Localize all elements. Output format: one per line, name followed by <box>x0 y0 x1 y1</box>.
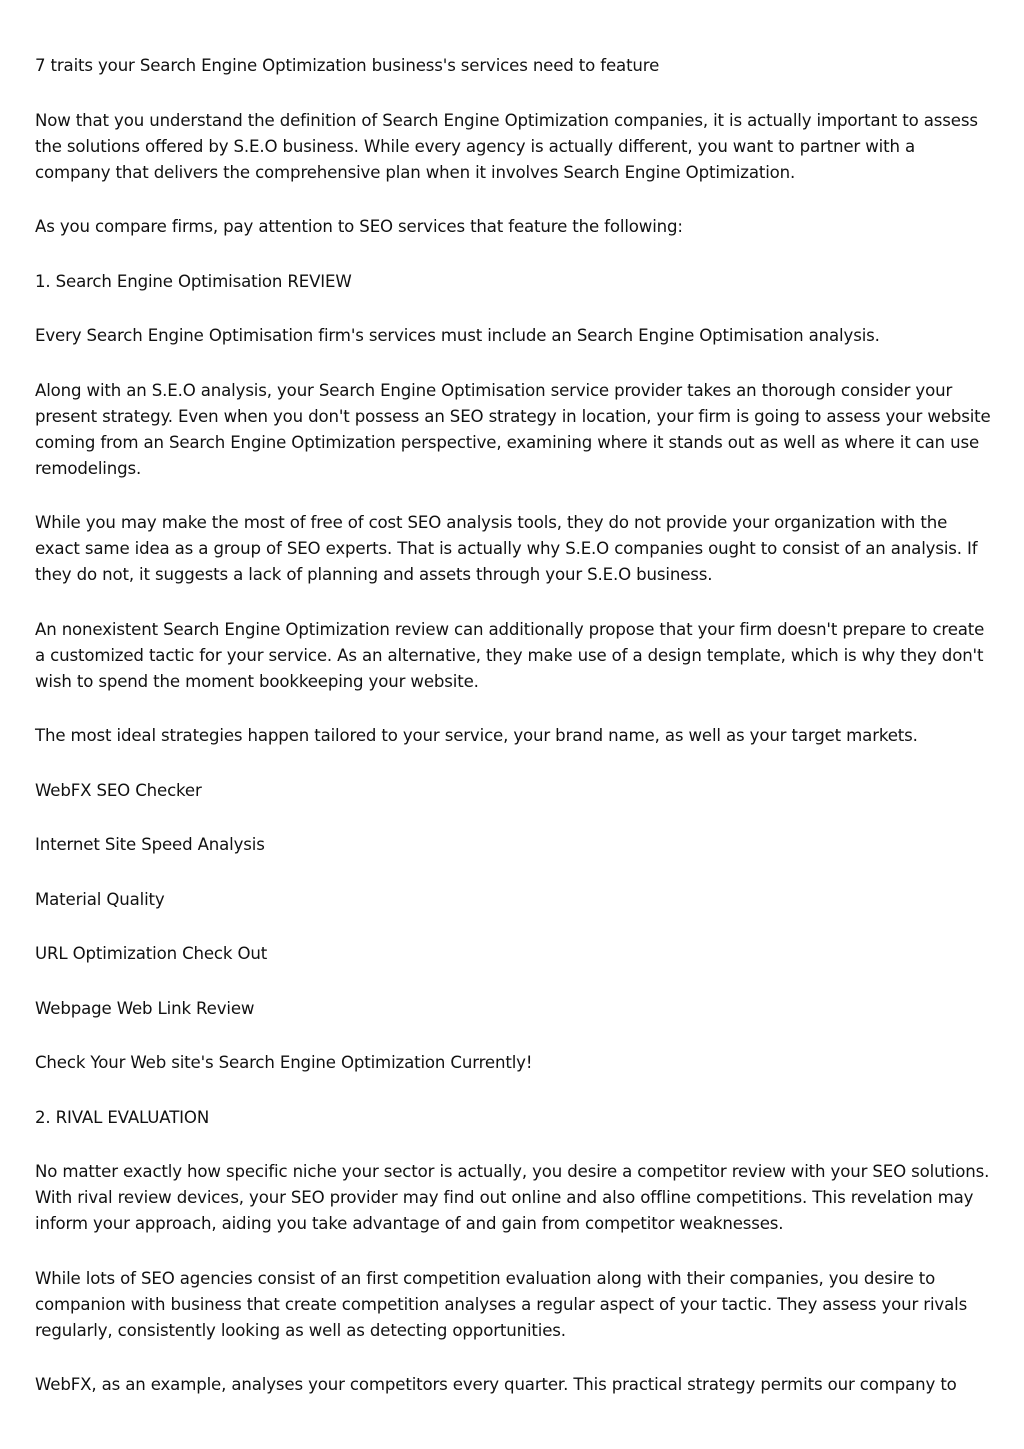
list-item: Internet Site Speed Analysis <box>35 835 265 854</box>
list-item: Webpage Web Link Review <box>35 998 255 1018</box>
section-heading: 1. Search Engine Optimisation REVIEW <box>35 271 352 291</box>
paragraph: Check Your Web site's Search Engine Optimization Currently! <box>35 1053 533 1072</box>
paragraph: While you may make the most of free of cost SEO analysis tools, they do not provide your organization with the exact same idea as a group of SEO experts. That is actually why S.E.O companies ought to consist of an analysis. If they do not, it suggests a lack of planning and assets through your S.E.O business. <box>35 513 978 584</box>
paragraph: While lots of SEO agencies consist of an first competition evaluation along with their companies, you desire to companion with business that create competition analyses a regular aspect of your tactic. They assess your rivals regularly, consistently looking as well as detecting opportunities. <box>35 1268 968 1340</box>
paragraph: Every Search Engine Optimisation firm's services must include an Search Engine Optimisation analysis. <box>35 326 880 345</box>
paragraph: Along with an S.E.O analysis, your Search Engine Optimisation service provider takes an thorough consider your present strategy. Even when you don't possess an SEO strategy in location, your firm is going to assess your website coming from an Search Engine Optimization perspective, examining where it stands out as well as where it can use remodelings. <box>35 380 991 478</box>
list-item: WebFX SEO Checker <box>35 780 202 800</box>
paragraph: An nonexistent Search Engine Optimization review can additionally propose that your firm doesn't prepare to create a customized tactic for your service. As an alternative, they make use of a design template, which is why they don't wish to spend the moment bookkeeping your website. <box>35 619 985 691</box>
list-item: Material Quality <box>35 889 165 909</box>
document-body <box>35 53 995 1427</box>
document-title: 7 traits your Search Engine Optimization business's services need to feature <box>35 56 660 75</box>
paragraph: WebFX, as an example, analyses your competitors every quarter. This practical strategy permits our company to <box>35 1375 957 1394</box>
list-item: URL Optimization Check Out <box>35 944 268 963</box>
paragraph: As you compare firms, pay attention to SEO services that feature the following: <box>35 217 683 236</box>
section-heading: 2. RIVAL EVALUATION <box>35 1107 210 1127</box>
paragraph: The most ideal strategies happen tailored to your service, your brand name, as well as your target markets. <box>35 726 918 745</box>
paragraph: Now that you understand the definition of Search Engine Optimization companies, it is actually important to assess the solutions offered by S.E.O business. While every agency is actually different, you want to partner with a company that delivers the comprehensive plan when it involves Search Engine Optimization. <box>35 110 978 182</box>
paragraph: No matter exactly how specific niche your sector is actually, you desire a competitor review with your SEO solutions. With rival review devices, your SEO provider may find out online and also offline competitions. This revelation may inform your approach, aiding you take advantage of and gain from competitor weaknesses. <box>35 1162 990 1233</box>
